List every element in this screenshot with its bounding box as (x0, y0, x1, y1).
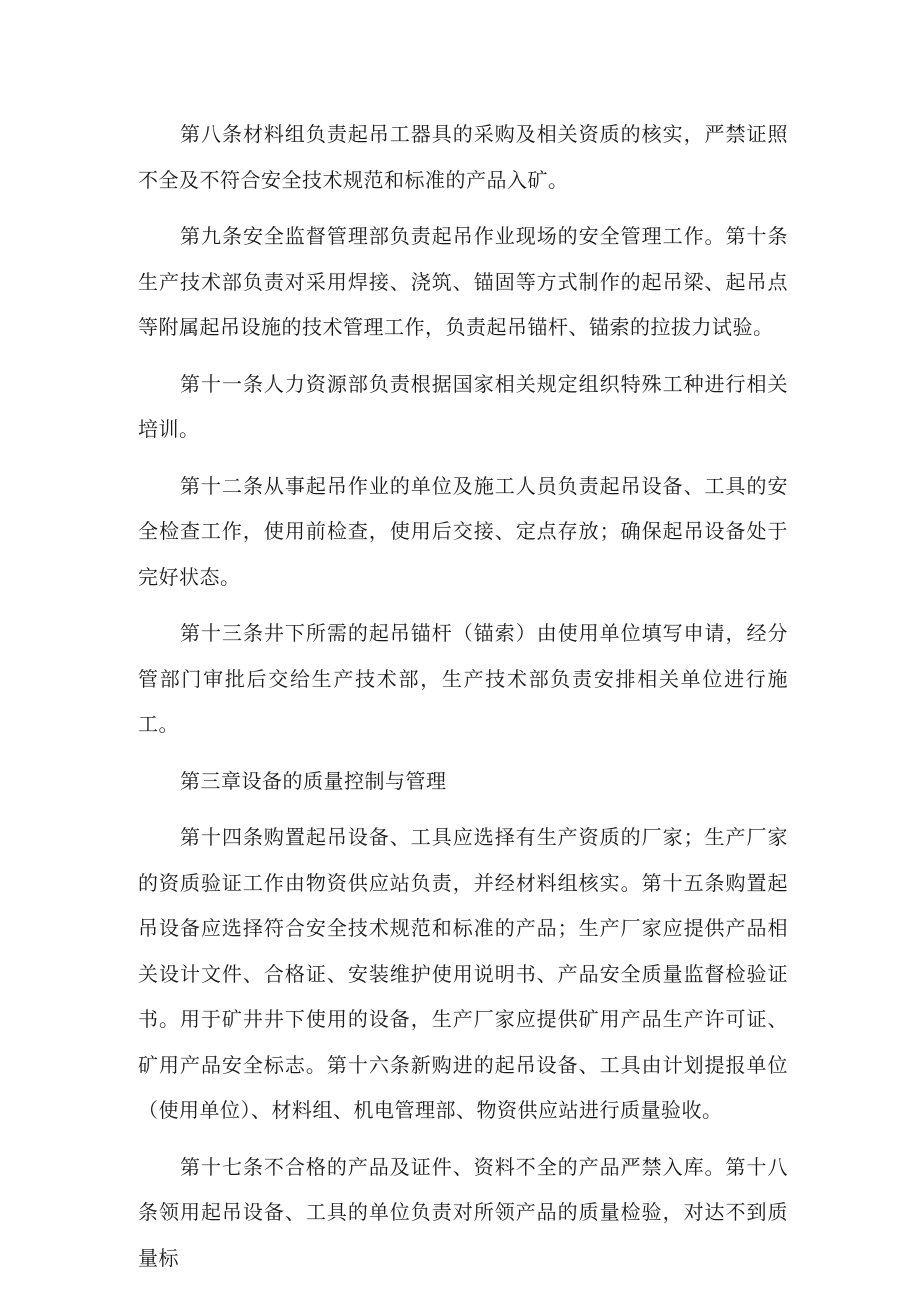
document-body (138, 112, 788, 1281)
article-8-paragraph: 第八条材料组负责起吊工器具的采购及相关资质的核实，严禁证照不全及不符合安全技术规范和标准的产品入矿。 (138, 122, 788, 192)
article-14-16-paragraph: 第十四条购置起吊设备、工具应选择有生产资质的厂家；生产厂家的资质验证工作由物资供应站负责，并经材料组核实。第十五条购置起吊设备应选择符合安全技术规范和标准的产品；生产厂家应提供产品相关设计文件、合格证、安装维护使用说明书、产品安全质量监督检验证书。用于矿井井下使用的设备，生产厂家应提供矿用产品生产许可证、矿用产品安全标志。第十六条新购进的起吊设备、工具由计划提报单位（使用单位）、材料组、机电管理部、物资供应站进行质量验收。 (138, 825, 788, 1122)
article-11-paragraph: 第十一条人力资源部负责根据国家相关规定组织特殊工种进行相关培训。 (138, 371, 788, 441)
article-9-10-paragraph: 第九条安全监督管理部负责起吊作业现场的安全管理工作。第十条生产技术部负责对采用焊接、浇筑、锚固等方式制作的起吊梁、起吊点等附属起吊设施的技术管理工作，负责起吊锚杆、锚索的拉拔力试验。 (138, 224, 788, 339)
article-17-18-paragraph: 第十七条不合格的产品及证件、资料不全的产品严禁入库。第十八条领用起吊设备、工具的单位负责对所领产品的质量检验，对达不到质量标 (138, 1154, 788, 1270)
article-13-paragraph: 第十三条井下所需的起吊锚杆（锚索）由使用单位填写申请，经分管部门审批后交给生产技术部，生产技术部负责安排相关单位进行施工。 (138, 621, 788, 736)
chapter-3-heading: 第三章设备的质量控制与管理 (180, 768, 447, 793)
article-12-paragraph: 第十二条从事起吊作业的单位及施工人员负责起吊设备、工具的安全检查工作，使用前检查，使用后交接、定点存放；确保起吊设备处于完好状态。 (138, 473, 788, 589)
